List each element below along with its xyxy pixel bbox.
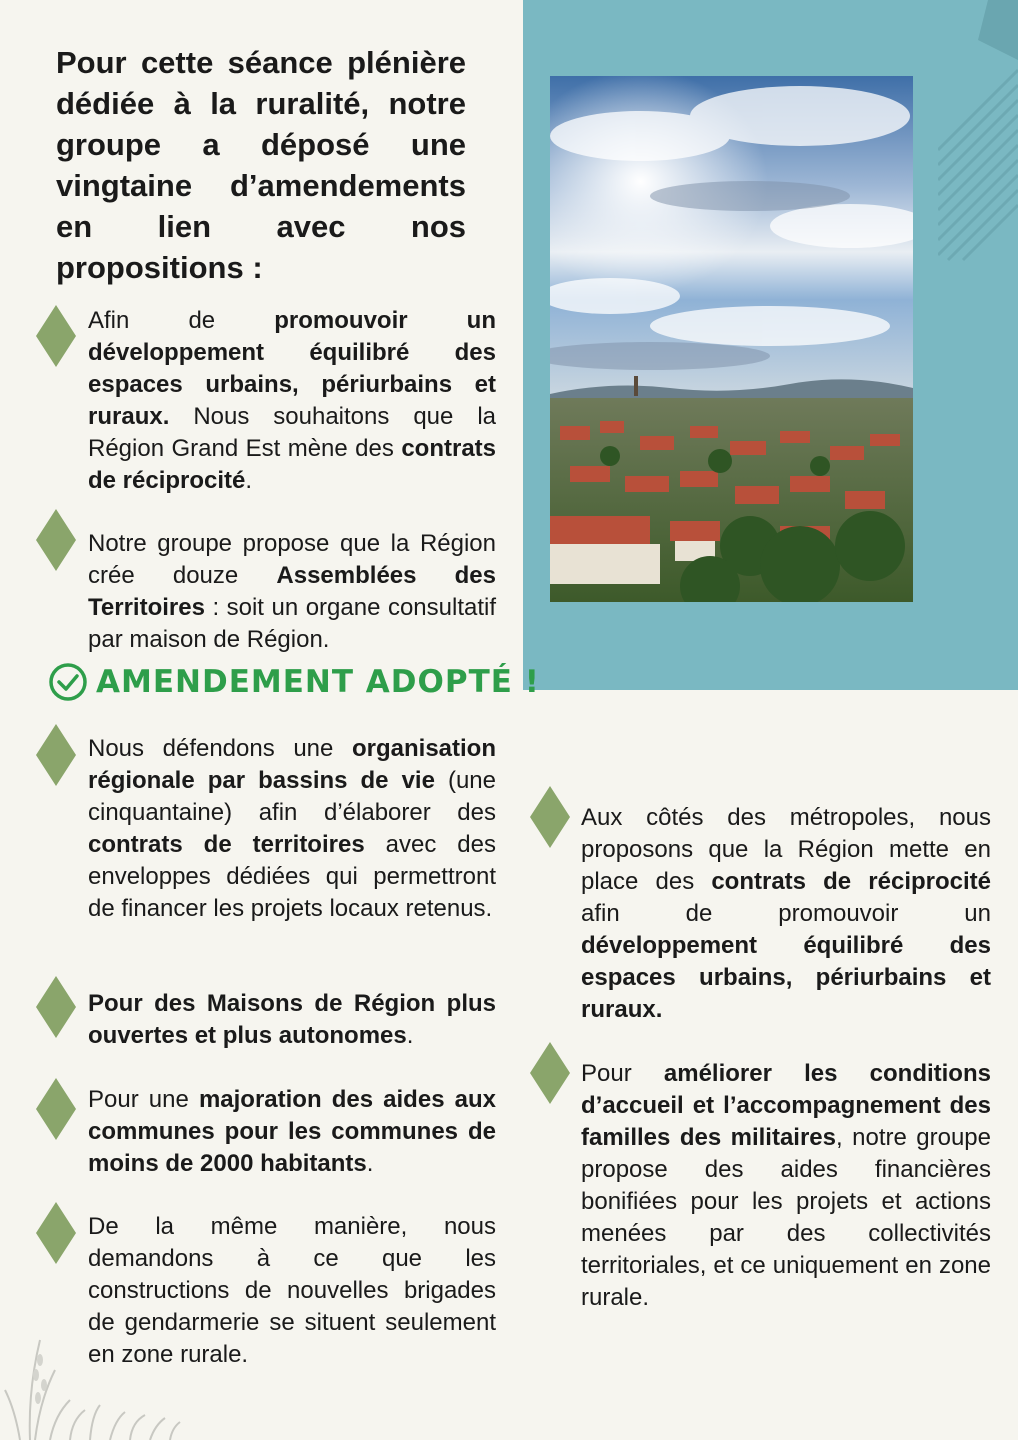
check-circle-icon	[48, 662, 88, 702]
bold-text: promouvoir un développement équilibré des espaces urbains, périurbains et ruraux.	[88, 307, 497, 430]
bold-text: majoration des aides aux communes pour les communes de moins de 2000 habitants	[88, 1086, 496, 1177]
village-landscape-image	[550, 76, 913, 602]
body-text: .	[366, 1150, 374, 1177]
diamond-bullet-icon	[530, 786, 570, 848]
body-text: (une cinquantaine) afin d’élaborer des	[88, 767, 497, 826]
body-text: avec des enveloppes dédiées qui permettront de financer les projets locaux retenus.	[88, 831, 496, 922]
village-photo	[550, 76, 913, 602]
bold-text: Assemblées des Territoires	[88, 562, 497, 621]
body-text: : soit un organe consultatif par maison de Région.	[88, 594, 496, 653]
bullet-maisons-region	[88, 988, 496, 1052]
body-text: .	[406, 1022, 414, 1049]
diamond-bullet-icon	[36, 1078, 76, 1140]
stripe-decoration-icon	[938, 0, 1018, 300]
body-text: , notre groupe propose des aides financières bonifiées pour les projets et actions menées par des collectivités territoriales, et ce uniquement en zone rurale.	[581, 1124, 991, 1311]
body-text: Pour	[581, 1060, 664, 1087]
body-text: Afin de	[88, 307, 275, 334]
body-text: De la même manière, nous demandons à ce que les constructions de nouvelles brigades de gendarmerie se situent seulement en zone rurale.	[88, 1213, 496, 1368]
diamond-bullet-icon	[36, 724, 76, 786]
bullet-contrats-reciprocite	[88, 305, 496, 497]
body-text: afin de promouvoir un	[581, 900, 991, 927]
body-text: Notre groupe propose que la Région crée douze	[88, 530, 496, 589]
diamond-bullet-icon	[36, 1202, 76, 1264]
bold-text: organisation régionale par bassins de vie	[88, 735, 496, 794]
diamond-bullet-icon	[36, 305, 76, 367]
body-text: Nous défendons une	[88, 735, 352, 762]
body-text: Pour une	[88, 1086, 199, 1113]
bold-text: contrats de réciprocité	[711, 868, 991, 895]
adopted-banner	[48, 660, 540, 704]
intro-heading: Pour cette séance plénière dédiée à la ruralité, notre groupe a déposé une vingtaine d’amendements en lien avec nos propositions :	[56, 45, 466, 285]
body-text: .	[245, 467, 253, 494]
diamond-bullet-icon	[36, 509, 76, 571]
bullet-familles-militaires	[581, 1058, 991, 1314]
bold-text: contrats de territoires	[88, 831, 365, 858]
grass-decoration-icon	[0, 1320, 190, 1440]
adopted-label: AMENDEMENT ADOPTÉ !	[96, 664, 540, 700]
bullet-bassins-de-vie	[88, 733, 496, 925]
bullet-assemblees-territoires	[88, 528, 496, 656]
diamond-bullet-icon	[530, 1042, 570, 1104]
bold-text: Pour des Maisons de Région plus ouvertes et plus autonomes	[88, 990, 496, 1049]
bold-text: développement équilibré des espaces urbains, périurbains et ruraux.	[581, 932, 991, 1023]
bold-text: contrats de réciprocité	[88, 435, 496, 494]
bold-text: améliorer les conditions d’accueil et l’accompagnement des familles des militaires	[581, 1060, 991, 1151]
bullet-metropoles	[581, 802, 991, 1026]
body-text: Aux côtés des métropoles, nous proposons que la Région mette en place des	[581, 804, 991, 895]
body-text: Nous souhaitons que la Région Grand Est mène des	[88, 403, 496, 462]
diamond-bullet-icon	[36, 976, 76, 1038]
bullet-majoration-aides	[88, 1084, 496, 1180]
